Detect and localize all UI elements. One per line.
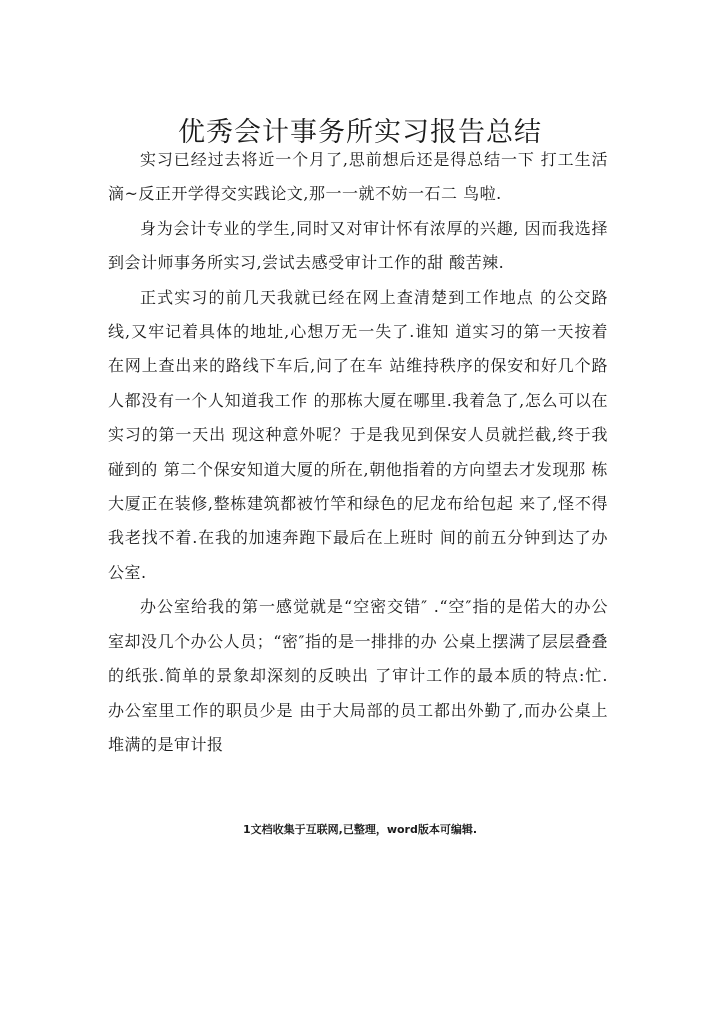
paragraph: 正式实习的前几天我就已经在网上查清楚到工作地点 的公交路线,又牢记着具体的地址,心想万无一失了.谁知 道实习的第一天按着在网上查出来的路线下车后,问了在车 站维持秩序的保安和好几个路人都没有一个人知道我工作 的那栋大厦在哪里.我着急了,怎么可以在实习的第一天出 现这种意外呢？于是我见到保安人员就拦截,终于我碰到的 第二个保安知道大厦的所在,朝他指着的方向望去才发现那 栋大厦正在装修,整栋建筑都被竹竿和绿色的尼龙布给包起 来了,怪不得我老找不着.在我的加速奔跑下最后在上班时 间的前五分钟到达了办公室. — [108, 287, 608, 582]
paragraph: 身为会计专业的学生,同时又对审计怀有浓厚的兴趣, 因而我选择到会计师事务所实习,尝试去感受审计工作的甜 酸苦辣. — [108, 218, 608, 273]
paragraph: 实习已经过去将近一个月了,思前想后还是得总结一下 打工生活滴~反正开学得交实践论文,那一一就不妨一石二 鸟啦. — [108, 150, 608, 204]
page-footer: 1文档收集于互联网,已整理，word版本可编辑. — [242, 823, 478, 836]
paragraph: 办公室给我的第一感觉就是“空密交错″ .“空″指的是偌大的办公室却没几个办公人员；“密″指的是一排排的办 公桌上摆满了层层叠叠的纸张.简单的景象却深刻的反映出 了审计工作的最本质的特点:忙.办公室里工作的职员少是 由于大局部的员工都出外勤了,而办公桌上堆满的是审计报 — [108, 597, 608, 754]
document-title: 优秀会计事务所实习报告总结 — [178, 117, 542, 149]
document-body — [108, 143, 608, 762]
